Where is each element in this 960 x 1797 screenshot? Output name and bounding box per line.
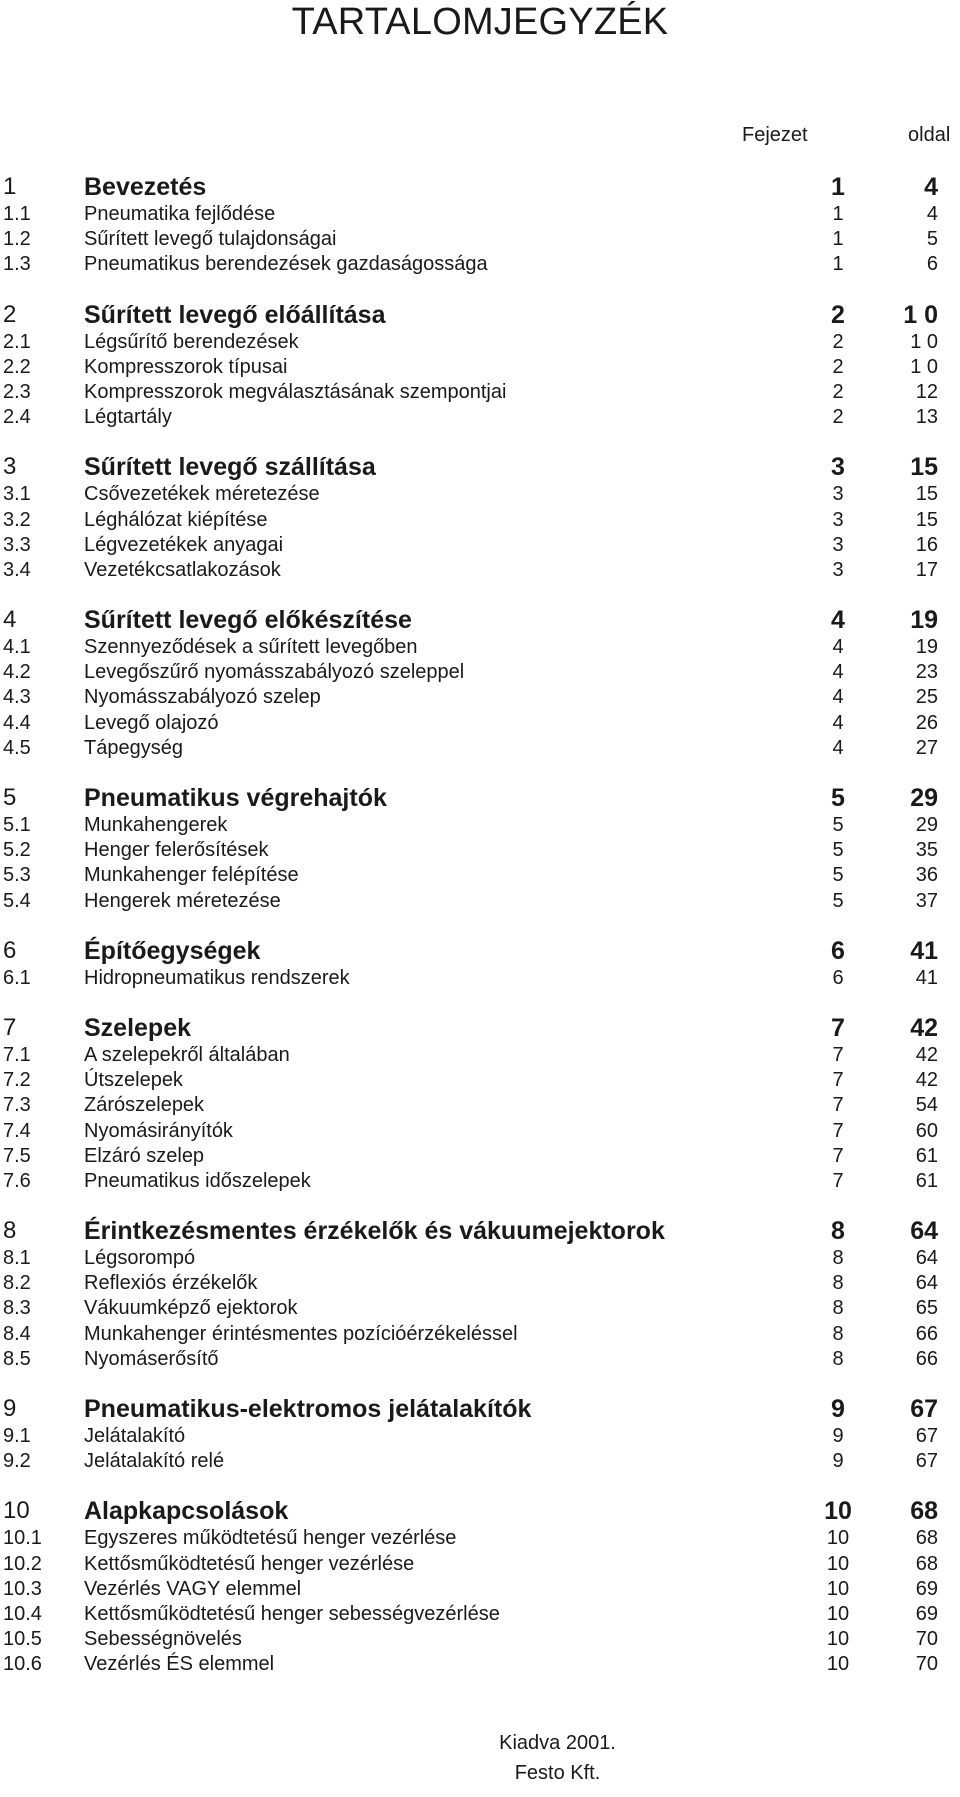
subsection-title: Kettősműködtetésű henger sebességvezérlése	[84, 1602, 500, 1625]
subsection-title: Henger felerősítések	[84, 839, 269, 862]
page-number: 66	[915, 1347, 938, 1370]
chapter-ref: 9	[832, 1425, 844, 1447]
page-number: 37	[915, 889, 938, 912]
toc-subsection-entry[interactable]	[0, 863, 960, 888]
chapter-title: Érintkezésmentes érzékelők és vákuumejektorok	[84, 1217, 665, 1246]
subsection-number: 3.4	[3, 558, 31, 581]
page-number: 68	[910, 1497, 938, 1526]
page-number: 36	[915, 864, 938, 887]
chapter-ref: 10	[826, 1602, 850, 1625]
toc-subsection-entry[interactable]	[0, 1347, 960, 1372]
chapter-ref: 10	[826, 1628, 850, 1651]
subsection-number: 8.3	[3, 1297, 31, 1320]
toc-chapter-entry[interactable]	[0, 936, 960, 966]
subsection-number: 2.1	[3, 330, 31, 353]
page-number: 41	[915, 966, 938, 989]
subsection-title: Pneumatika fejlődése	[84, 203, 276, 225]
subsection-number: 10.1	[3, 1527, 42, 1550]
subsection-title: Levegő olajozó	[84, 711, 219, 734]
toc-chapter-entry[interactable]	[0, 300, 960, 330]
chapter-ref: 2	[832, 355, 844, 378]
chapter-ref: 4	[831, 606, 845, 635]
chapter-ref: 4	[832, 661, 844, 684]
page-number: 12	[915, 380, 938, 403]
chapter-ref: 4	[832, 711, 844, 734]
chapter-number: 9	[3, 1395, 17, 1422]
subsection-number: 3.2	[3, 508, 31, 531]
toc-subsection-entry[interactable]	[0, 1093, 960, 1118]
toc-subsection-entry[interactable]	[0, 1627, 960, 1652]
subsection-number: 7.5	[3, 1144, 31, 1167]
page-number: 68	[915, 1527, 938, 1550]
toc-subsection-entry[interactable]	[0, 227, 960, 252]
page-number: 54	[915, 1094, 938, 1117]
toc-subsection-entry[interactable]	[0, 202, 960, 227]
page-number: 66	[915, 1322, 938, 1345]
chapter-ref: 1	[831, 173, 845, 201]
subsection-title: Vezetékcsatlakozások	[84, 558, 281, 581]
chapter-number: 10	[3, 1497, 30, 1525]
page-number: 42	[915, 1043, 938, 1066]
toc-section	[0, 783, 960, 914]
chapter-ref: 7	[832, 1119, 844, 1142]
subsection-number: 4.3	[3, 686, 31, 709]
page-number: 15	[915, 508, 938, 531]
chapter-title: Sűrített levegő előkészítése	[84, 606, 412, 635]
toc-section	[0, 1496, 960, 1677]
subsection-title: Kompresszorok típusai	[84, 355, 288, 378]
subsection-title: Levegőszűrő nyomásszabályozó szeleppel	[84, 661, 465, 684]
toc-chapter-entry[interactable]	[0, 1394, 960, 1424]
subsection-title: Jelátalakító	[84, 1425, 186, 1447]
chapter-title: Építőegységek	[84, 936, 261, 965]
subsection-title: Zárószelepek	[84, 1094, 205, 1117]
toc-section	[0, 605, 960, 761]
subsection-title: Légsorompó	[84, 1247, 196, 1270]
chapter-ref: 10	[826, 1577, 850, 1600]
page-number: 4	[924, 173, 938, 201]
subsection-number: 7.4	[3, 1119, 31, 1142]
subsection-title: Léghálózat kiépítése	[84, 508, 268, 531]
subsection-number: 7.3	[3, 1094, 31, 1117]
chapter-number: 4	[3, 606, 17, 634]
toc-subsection-entry[interactable]	[0, 1552, 960, 1577]
chapter-ref: 4	[832, 636, 844, 659]
subsection-title: Légvezetékek anyagai	[84, 533, 284, 556]
chapter-ref: 3	[832, 483, 844, 506]
page-number: 67	[910, 1395, 938, 1423]
chapter-ref: 2	[831, 300, 845, 329]
chapter-ref: 3	[831, 453, 845, 482]
subsection-number: 2.2	[3, 355, 31, 378]
chapter-ref: 7	[832, 1144, 844, 1167]
toc-subsection-entry[interactable]	[0, 355, 960, 380]
page-number: 64	[915, 1272, 938, 1295]
chapter-title: Alapkapcsolások	[84, 1497, 289, 1526]
subsection-title: Tápegység	[84, 736, 183, 759]
page-number: 67	[915, 1450, 938, 1473]
toc-subsection-entry[interactable]	[0, 736, 960, 761]
page-number: 5	[926, 228, 938, 251]
subsection-number: 3.3	[3, 533, 31, 556]
page-number: 60	[915, 1119, 938, 1142]
subsection-title: Vezérlés ÉS elemmel	[84, 1653, 275, 1676]
subsection-number: 5.1	[3, 814, 31, 836]
chapter-ref: 8	[832, 1272, 844, 1295]
page-number: 16	[915, 533, 938, 556]
page-number: 61	[915, 1169, 938, 1192]
page-number: 42	[910, 1013, 938, 1042]
subsection-title: Hidropneumatikus rendszerek	[84, 966, 350, 989]
page-number: 17	[915, 558, 938, 581]
subsection-number: 9.1	[3, 1425, 31, 1447]
toc-subsection-entry[interactable]	[0, 1296, 960, 1321]
chapter-ref: 10	[826, 1527, 850, 1550]
subsection-number: 7.2	[3, 1069, 31, 1092]
toc-subsection-entry[interactable]	[0, 380, 960, 405]
toc-subsection-entry[interactable]	[0, 966, 960, 991]
chapter-number: 2	[3, 300, 17, 328]
subsection-title: Reflexiós érzékelők	[84, 1272, 258, 1295]
page-number: 69	[915, 1577, 938, 1600]
chapter-title: Sűrített levegő előállítása	[84, 300, 386, 329]
toc-subsection-entry[interactable]	[0, 685, 960, 710]
chapter-ref: 8	[832, 1347, 844, 1370]
page-number: 27	[915, 736, 938, 759]
toc-chapter-entry[interactable]	[0, 452, 960, 482]
page-number: 70	[915, 1653, 938, 1676]
subsection-title: Kompresszorok megválasztásának szempontjai	[84, 380, 507, 403]
chapter-ref: 2	[832, 406, 844, 429]
subsection-number: 8.4	[3, 1322, 31, 1345]
chapter-ref: 7	[831, 1013, 845, 1042]
chapter-title: Sűrített levegő szállítása	[84, 453, 376, 482]
toc-chapter-entry[interactable]	[0, 172, 960, 202]
page-number: 42	[915, 1069, 938, 1092]
toc-subsection-entry[interactable]	[0, 508, 960, 533]
subsection-number: 2.3	[3, 380, 31, 403]
toc-subsection-entry[interactable]	[0, 1602, 960, 1627]
subsection-number: 5.2	[3, 839, 31, 862]
chapter-number: 1	[3, 173, 17, 200]
chapter-title: Bevezetés	[84, 173, 207, 201]
subsection-number: 4.5	[3, 736, 31, 759]
chapter-ref: 10	[826, 1552, 850, 1575]
chapter-ref: 10	[824, 1497, 852, 1526]
page-number: 1 0	[910, 330, 938, 353]
chapter-column-header: Fejezet	[742, 124, 808, 146]
toc-subsection-entry[interactable]	[0, 1119, 960, 1144]
chapter-number: 8	[3, 1217, 17, 1245]
chapter-ref: 1	[832, 253, 844, 276]
toc-section	[0, 1216, 960, 1372]
page-number: 64	[915, 1247, 938, 1270]
chapter-ref: 2	[832, 380, 844, 403]
subsection-number: 1.1	[3, 203, 31, 225]
subsection-number: 10.4	[3, 1602, 42, 1625]
subsection-title: Csővezetékek méretezése	[84, 483, 320, 506]
subsection-title: Vezérlés VAGY elemmel	[84, 1577, 302, 1600]
subsection-number: 5.3	[3, 864, 31, 887]
chapter-ref: 6	[831, 936, 845, 965]
subsection-title: Jelátalakító relé	[84, 1450, 225, 1473]
page-number: 69	[915, 1602, 938, 1625]
chapter-ref: 8	[832, 1247, 844, 1270]
chapter-ref: 9	[832, 1450, 844, 1473]
page-number: 19	[915, 636, 938, 659]
table-of-contents	[0, 172, 960, 1700]
chapter-ref: 8	[831, 1217, 845, 1246]
subsection-title: Munkahenger érintésmentes pozícióérzékeléssel	[84, 1322, 518, 1345]
page-number: 15	[915, 483, 938, 506]
subsection-number: 4.2	[3, 661, 31, 684]
chapter-ref: 8	[832, 1297, 844, 1320]
chapter-title: Pneumatikus végrehajtók	[84, 784, 387, 812]
subsection-title: Sűrített levegő tulajdonságai	[84, 228, 337, 251]
toc-subsection-entry[interactable]	[0, 889, 960, 914]
page-number: 67	[915, 1425, 938, 1447]
subsection-title: Egyszeres működtetésű henger vezérlése	[84, 1527, 457, 1550]
chapter-ref: 2	[832, 330, 844, 353]
chapter-ref: 7	[832, 1169, 844, 1192]
subsection-number: 6.1	[3, 966, 31, 989]
chapter-number: 5	[3, 784, 17, 811]
page-number: 64	[910, 1217, 938, 1246]
subsection-title: Kettősműködtetésű henger vezérlése	[84, 1552, 415, 1575]
chapter-ref: 1	[832, 228, 844, 251]
subsection-number: 8.1	[3, 1247, 31, 1270]
chapter-ref: 4	[832, 736, 844, 759]
toc-subsection-entry[interactable]	[0, 1169, 960, 1194]
chapter-ref: 5	[832, 839, 844, 862]
page-title: TARTALOMJEGYZÉK	[291, 1, 669, 43]
toc-subsection-entry[interactable]	[0, 660, 960, 685]
toc-subsection-entry[interactable]	[0, 330, 960, 355]
toc-chapter-entry[interactable]	[0, 1013, 960, 1043]
toc-subsection-entry[interactable]	[0, 635, 960, 660]
page-number: 68	[915, 1552, 938, 1575]
toc-subsection-entry[interactable]	[0, 405, 960, 430]
chapter-ref: 1	[832, 203, 844, 225]
toc-section	[0, 172, 960, 278]
subsection-title: Pneumatikus időszelepek	[84, 1169, 311, 1192]
toc-subsection-entry[interactable]	[0, 711, 960, 736]
toc-subsection-entry[interactable]	[0, 838, 960, 863]
page-number: 65	[915, 1297, 938, 1320]
toc-section	[0, 300, 960, 431]
subsection-title: Sebességnövelés	[84, 1628, 242, 1651]
subsection-number: 8.5	[3, 1347, 31, 1370]
chapter-ref: 5	[832, 814, 844, 836]
subsection-title: Szennyeződések a sűrített levegőben	[84, 636, 418, 659]
chapter-number: 7	[3, 1013, 17, 1041]
toc-subsection-entry[interactable]	[0, 1068, 960, 1093]
subsection-title: Nyomáserősítő	[84, 1347, 219, 1370]
toc-chapter-entry[interactable]	[0, 1496, 960, 1526]
subsection-title: Nyomásszabályozó szelep	[84, 686, 321, 709]
footer-publisher: Festo Kft.	[514, 1762, 601, 1784]
chapter-title: Pneumatikus-elektromos jelátalakítók	[84, 1395, 532, 1423]
toc-section	[0, 1013, 960, 1194]
toc-subsection-entry[interactable]	[0, 533, 960, 558]
chapter-ref: 8	[832, 1322, 844, 1345]
chapter-number: 3	[3, 453, 17, 481]
toc-subsection-entry[interactable]	[0, 1652, 960, 1677]
subsection-title: Útszelepek	[84, 1069, 183, 1092]
subsection-number: 8.2	[3, 1272, 31, 1295]
page-number: 19	[910, 606, 938, 635]
subsection-number: 3.1	[3, 483, 31, 506]
subsection-title: Vákuumképző ejektorok	[84, 1297, 298, 1320]
page-number: 25	[915, 686, 938, 709]
chapter-ref: 3	[832, 533, 844, 556]
toc-subsection-entry[interactable]	[0, 1577, 960, 1602]
subsection-number: 7.6	[3, 1169, 31, 1192]
subsection-number: 4.1	[3, 636, 31, 659]
toc-chapter-entry[interactable]	[0, 783, 960, 813]
page-column-header: oldal	[908, 124, 951, 146]
footer-publication-year: Kiadva 2001.	[499, 1732, 616, 1754]
page-number: 29	[915, 814, 938, 836]
toc-subsection-entry[interactable]	[0, 1271, 960, 1296]
chapter-ref: 3	[832, 508, 844, 531]
chapter-ref: 7	[832, 1094, 844, 1117]
chapter-ref: 6	[832, 966, 844, 989]
subsection-number: 10.6	[3, 1653, 42, 1676]
subsection-number: 1.2	[3, 228, 31, 251]
toc-subsection-entry[interactable]	[0, 1526, 960, 1551]
toc-subsection-entry[interactable]	[0, 1424, 960, 1449]
toc-section	[0, 936, 960, 991]
page-number: 61	[915, 1144, 938, 1167]
page-number: 70	[915, 1628, 938, 1651]
subsection-title: A szelepekről általában	[84, 1043, 290, 1066]
subsection-number: 5.4	[3, 889, 31, 912]
toc-section	[0, 452, 960, 583]
chapter-ref: 5	[831, 784, 845, 812]
page-number: 26	[915, 711, 938, 734]
chapter-ref: 4	[832, 686, 844, 709]
toc-subsection-entry[interactable]	[0, 813, 960, 838]
subsection-title: Nyomásirányítók	[84, 1119, 233, 1142]
page-number: 4	[926, 203, 938, 225]
subsection-title: Elzáró szelep	[84, 1144, 205, 1167]
toc-subsection-entry[interactable]	[0, 1246, 960, 1271]
toc-subsection-entry[interactable]	[0, 1449, 960, 1474]
subsection-number: 7.1	[3, 1043, 31, 1066]
page-number: 1 0	[903, 300, 938, 329]
toc-chapter-entry[interactable]	[0, 605, 960, 635]
toc-subsection-entry[interactable]	[0, 482, 960, 507]
subsection-number: 10.3	[3, 1577, 42, 1600]
chapter-ref: 5	[832, 889, 844, 912]
subsection-number: 10.2	[3, 1552, 42, 1575]
page-number: 6	[926, 253, 938, 276]
toc-subsection-entry[interactable]	[0, 1144, 960, 1169]
chapter-number: 6	[3, 936, 17, 964]
subsection-title: Légtartály	[84, 406, 172, 429]
page-number: 29	[910, 784, 938, 812]
toc-section	[0, 1394, 960, 1474]
chapter-ref: 9	[831, 1395, 845, 1423]
chapter-title: Szelepek	[84, 1013, 192, 1042]
toc-subsection-entry[interactable]	[0, 1322, 960, 1347]
page-number: 35	[915, 839, 938, 862]
page-number: 13	[915, 406, 938, 429]
subsection-number: 4.4	[3, 711, 31, 734]
subsection-title: Légsűrítő berendezések	[84, 330, 299, 353]
page-number: 41	[910, 936, 938, 965]
subsection-number: 9.2	[3, 1450, 31, 1473]
toc-subsection-entry[interactable]	[0, 1043, 960, 1068]
chapter-ref: 3	[832, 558, 844, 581]
toc-subsection-entry[interactable]	[0, 558, 960, 583]
subsection-title: Munkahenger felépítése	[84, 864, 299, 887]
page-number: 23	[915, 661, 938, 684]
toc-subsection-entry[interactable]	[0, 252, 960, 277]
chapter-ref: 10	[826, 1653, 850, 1676]
subsection-number: 10.5	[3, 1628, 42, 1651]
subsection-title: Pneumatikus berendezések gazdaságossága	[84, 253, 488, 276]
chapter-ref: 7	[832, 1043, 844, 1066]
subsection-title: Hengerek méretezése	[84, 889, 281, 912]
chapter-ref: 5	[832, 864, 844, 887]
chapter-ref: 7	[832, 1069, 844, 1092]
page-number: 1 0	[910, 355, 938, 378]
toc-chapter-entry[interactable]	[0, 1216, 960, 1246]
subsection-title: Munkahengerek	[84, 814, 228, 836]
subsection-number: 1.3	[3, 253, 31, 276]
page-number: 15	[910, 453, 938, 482]
subsection-number: 2.4	[3, 406, 31, 429]
